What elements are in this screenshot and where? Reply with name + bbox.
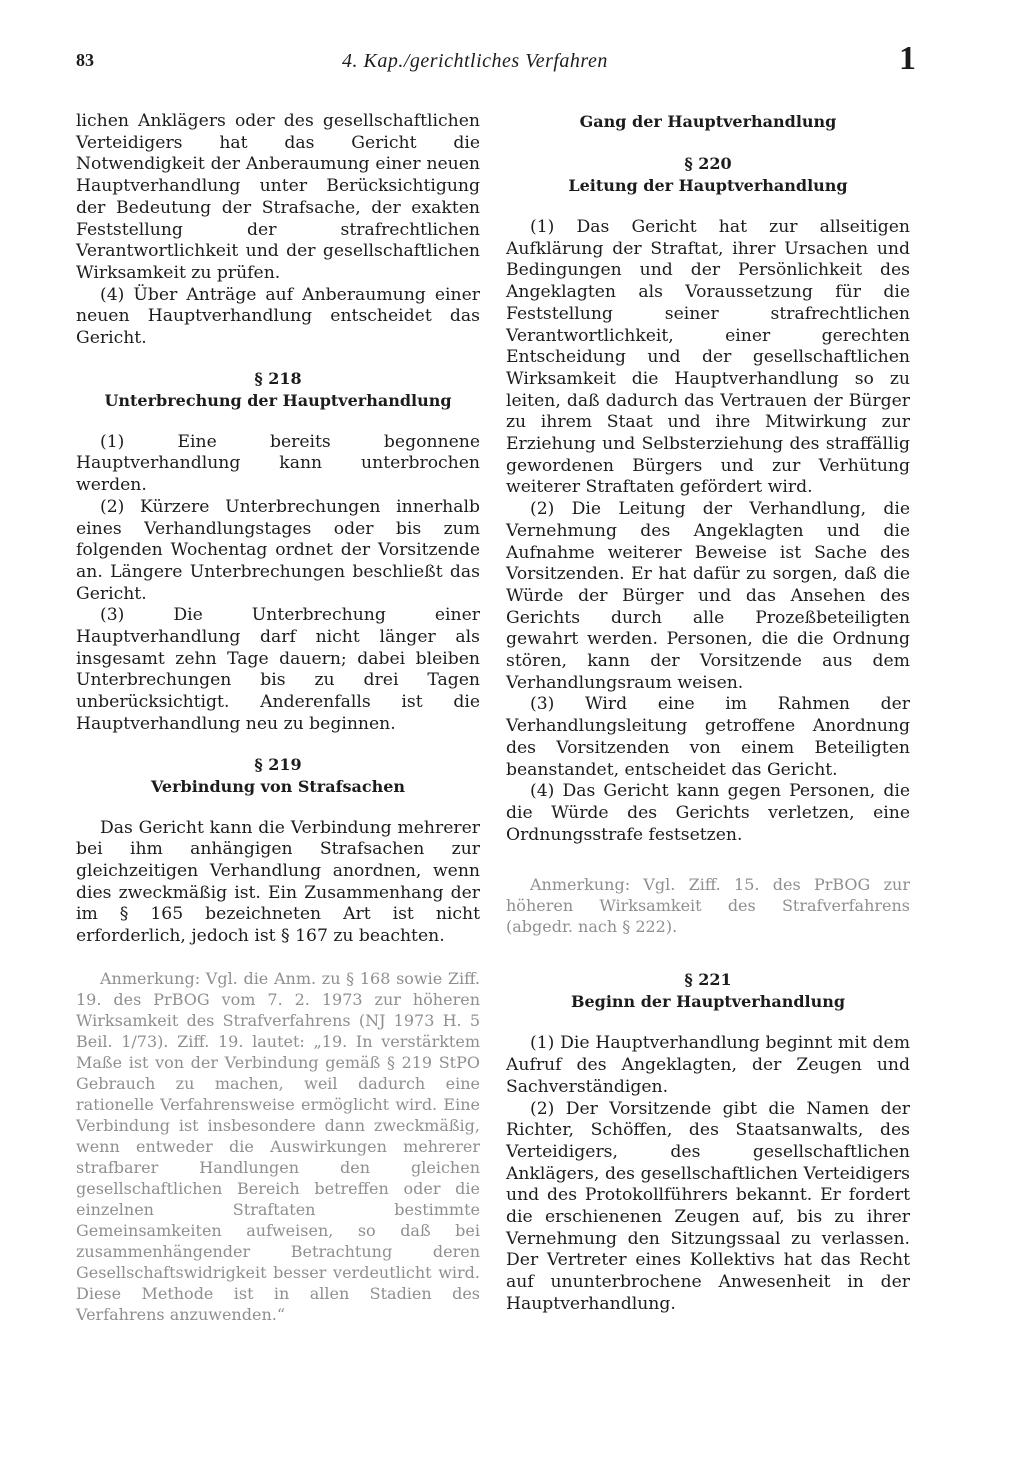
- continuation-paragraph: lichen Anklägers oder des gesellschaftlichen Verteidigers hat das Gericht die Notwendigkeit der Anberaumung einer neuen Hauptverhandlung unter Berücksichtigung der Bedeutung der Strafsache, der exakten Feststellung der strafrechtlichen Verantwortlichkeit und der gesellschaftlichen Wirksamkeit zu prüfen.: [76, 111, 480, 283]
- section-218-paragraph-2: (2) Kürzere Unterbrechungen innerhalb eines Verhandlungstages oder bis zum folgenden Wochentag ordnet der Vorsitzende an. Längere Unterbrechungen beschließt das Gericht.: [76, 496, 480, 604]
- section-221-number: § 221: [684, 970, 732, 990]
- section-220-title: Leitung der Hauptverhandlung: [568, 176, 848, 195]
- section-220-paragraph-1: (1) Das Gericht hat zur allseitigen Aufklärung der Straftat, ihrer Ursachen und Bedingungen und der Persönlichkeit des Angeklagten als Voraussetzung für die Feststellung seiner strafrechtlichen Verantwortlichkeit, einer gerechten Entscheidung und der gesellschaftlichen Wirksamkeit die Hauptverhandlung so zu leiten, daß dadurch das Vertrauen der Bürger zu ihrem Staat und ihre Mitwirkung zur Erziehung und Selbsterziehung des straffällig gewordenen Bürgers und zur Verhütung weiterer Straftaten gefördert wird.: [506, 217, 910, 498]
- section-221-title: Beginn der Hauptverhandlung: [570, 992, 846, 1012]
- section-220-paragraph-4: (4) Das Gericht kann gegen Personen, die die Würde des Gerichts verletzen, eine Ordnungsstrafe festsetzen.: [506, 781, 910, 845]
- section-219-title: Verbindung von Strafsachen: [150, 776, 406, 796]
- annotation-note-219: Anmerkung: Vgl. die Anm. zu § 168 sowie Ziff. 19. des PrBOG vom 7. 2. 1973 zur höheren Wirksamkeit des Strafverfahrens (NJ 1973 H. 5 Beil. 1/73). Ziff. 19. lautet: „19. In verstärktem Maße ist von der Verbindung gemäß § 219 StPO Gebrauch zu machen, weil dadurch eine rationelle Verfahrensweise ermöglicht wird. Eine Verbindung ist insbesondere dann zweckmäßig, wenn entweder die Auswirkungen mehrerer strafbarer Handlungen den gleichen gesellschaftlichen Bereich betreffen oder die einzelnen Straftaten bestimmte Gemeinsamkeiten aufweisen, so daß bei zusammenhängender Betrachtung deren Gesellschaftswidrigkeit besser verdeutlicht wird. Diese Methode ist in allen Stadien des Verfahrens anzuwenden.“: [76, 968, 480, 1324]
- section-220-number: § 220: [684, 154, 732, 173]
- left-column: [76, 111, 480, 1325]
- chapter-number: 1: [899, 40, 916, 77]
- section-218-number: § 218: [254, 368, 302, 388]
- section-220-paragraph-3: (3) Wird eine im Rahmen der Verhandlungsleitung getroffene Anordnung des Vorsitzenden von einem Beteiligten beanstandet, entscheidet das Gericht.: [506, 694, 910, 780]
- section-218-paragraph-1: (1) Eine bereits begonnene Hauptverhandlung kann unterbrochen werden.: [76, 431, 480, 496]
- section-group-heading: Gang der Hauptverhandlung: [579, 112, 837, 131]
- right-column: [506, 111, 910, 1316]
- section-219-paragraph-1: Das Gericht kann die Verbindung mehrerer bei ihm anhängigen Strafsachen zur gleichzeitigen Verhandlung anordnen, wenn dies zweckmäßig ist. Ein Zusammenhang der im § 165 bezeichneten Art ist nicht erforderlich, jedoch ist § 167 zu beachten.: [76, 817, 480, 947]
- section-220-paragraph-2: (2) Die Leitung der Verhandlung, die Vernehmung des Angeklagten und die Aufnahme weiterer Beweise ist Sache des Vorsitzenden. Er hat dafür zu sorgen, daß die Würde der Bürger und das Ansehen des Gerichts durch alle Prozeßbeteiligten gewahrt werden. Personen, die die Ordnung stören, kann der Vorsitzende aus dem Verhandlungsraum weisen.: [506, 499, 910, 693]
- annotation-note-220: Anmerkung: Vgl. Ziff. 15. des PrBOG zur höheren Wirksamkeit des Strafverfahrens (abgedr. nach § 222).: [506, 875, 910, 937]
- section-221-paragraph-1: (1) Die Hauptverhandlung beginnt mit dem Aufruf des Angeklagten, der Zeugen und Sachverständigen.: [506, 1033, 910, 1097]
- running-head: 4. Kap./gerichtliches Verfahren: [342, 50, 608, 72]
- section-221-paragraph-2: (2) Der Vorsitzende gibt die Namen der Richter, Schöffen, des Staatsanwalts, des Verteidigers, des gesellschaftlichen Anklägers, des gesellschaftlichen Verteidigers und des Protokollführers bekannt. Er fordert die erschienenen Zeugen auf, bis zu ihrer Vernehmung den Sitzungssaal zu verlassen. Der Vertreter eines Kollektivs hat das Recht auf ununterbrochene Anwesenheit in der Hauptverhandlung.: [506, 1098, 910, 1314]
- section-218-title: Unterbrechung der Hauptverhandlung: [104, 390, 452, 410]
- paragraph-4: (4) Über Anträge auf Anberaumung einer neuen Hauptverhandlung entscheidet das Gericht.: [76, 284, 480, 349]
- section-218-paragraph-3: (3) Die Unterbrechung einer Hauptverhandlung darf nicht länger als insgesamt zehn Tage dauern; dabei bleiben Unterbrechungen bis zu drei Tagen unberücksichtigt. Anderenfalls ist die Hauptverhandlung neu zu beginnen.: [76, 605, 480, 734]
- section-219-number: § 219: [254, 754, 302, 774]
- page-header: [76, 40, 916, 84]
- page-number: 83: [76, 50, 94, 70]
